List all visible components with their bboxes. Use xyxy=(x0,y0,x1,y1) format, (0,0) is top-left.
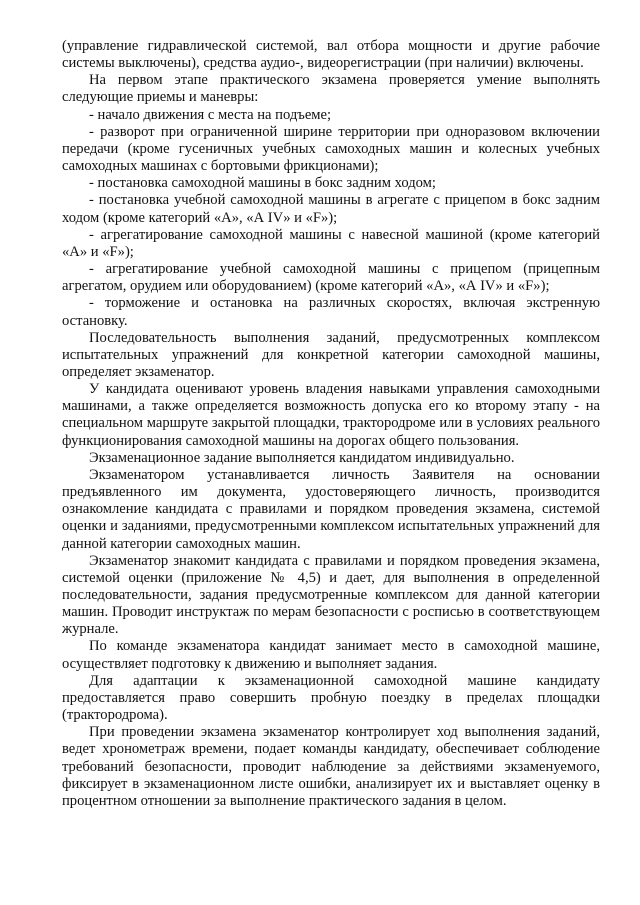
paragraph-trial-drive: Для адаптации к экзаменационной самоходной машине кандидату предоставляется право совершить пробную поездку в пределах площадки (трактородрома). xyxy=(62,672,600,724)
paragraph-examiner-briefing: Экзаменатор знакомит кандидата с правилами и порядком проведения экзамена, системой оценки (приложение № 4,5) и дает, для выполнения в определенной последовательности, задания предусмотренные комплексом для данной категории машин. Проводит инструктаж по мерам безопасности с росписью в соответствующем журнале. xyxy=(62,552,600,638)
paragraph-continuation: (управление гидравлической системой, вал отбора мощности и другие рабочие системы выключены), средства аудио-, видеорегистрации (при наличии) включены. xyxy=(62,38,600,72)
paragraph-candidate-preparation: По команде экзаменатора кандидат занимает место в самоходной машине, осуществляет подготовку к движению и выполняет задания. xyxy=(62,638,600,672)
paragraph-individual-task: Экзаменационное задание выполняется кандидатом индивидуально. xyxy=(89,449,515,466)
list-item-start-on-slope: - начало движения с места на подъеме; xyxy=(89,106,332,123)
paragraph-skill-assessment: У кандидата оценивают уровень владения навыками управления самоходными машинами, а также определяется возможность допуска его ко второму этапу - на специальном маршруте закрытой площадки, трактородроме или в условиях реального функционирования самоходной машины на дорогах общего пользования. xyxy=(62,381,600,449)
list-item-reverse-parking: - постановка самоходной машины в бокс задним ходом; xyxy=(89,175,436,192)
list-item-turnaround: - разворот при ограниченной ширине территории при одноразовом включении передачи (кроме гусеничных учебных самоходных машин и колесных учебных самоходных машинах с бортовыми фрикционами); xyxy=(62,123,600,175)
paragraph-first-stage-intro: На первом этапе практического экзамена проверяется умение выполнять следующие приемы и маневры: xyxy=(62,72,600,106)
paragraph-exam-control: При проведении экзамена экзаменатор контролирует ход выполнения заданий, ведет хронометраж времени, подает команды кандидату, обеспечивает соблюдение требований безопасности, проводит наблюдение за действиями экзаменуемого, фиксирует в экзаменационном листе ошибки, анализирует их и выставляет оценку в процентном отношении за выполнение практического задания в целом. xyxy=(62,724,600,809)
paragraph-task-sequence: Последовательность выполнения заданий, предусмотренных комплексом испытательных упражнений для конкретной категории самоходной машины, определяет экзаменатор. xyxy=(62,329,600,380)
list-item-mounted-coupling: - агрегатирование самоходной машины с навесной машиной (кроме категорий «А» и «F»); xyxy=(62,226,600,260)
list-item-trailer-coupling: - агрегатирование учебной самоходной машины с прицепом (прицепным агрегатом, орудием или оборудованием) (кроме категорий «А», «А IV» и «F»); xyxy=(62,261,600,295)
list-item-trailer-reverse-parking: - постановка учебной самоходной машины в агрегате с прицепом в бокс задним ходом (кроме категорий «А», «А IV» и «F»); xyxy=(62,192,600,226)
paragraph-identity-check: Экзаменатором устанавливается личность Заявителя на основании предъявленного им документа, удостоверяющего личность, производится ознакомление кандидата с правилами и порядком проведения экзамена, системой оценки и заданиями, предусмотренными комплексом испытательных упражнений для данной категории самоходных машин. xyxy=(62,466,600,552)
list-item-braking: - торможение и остановка на различных скоростях, включая экстренную остановку. xyxy=(62,295,600,329)
